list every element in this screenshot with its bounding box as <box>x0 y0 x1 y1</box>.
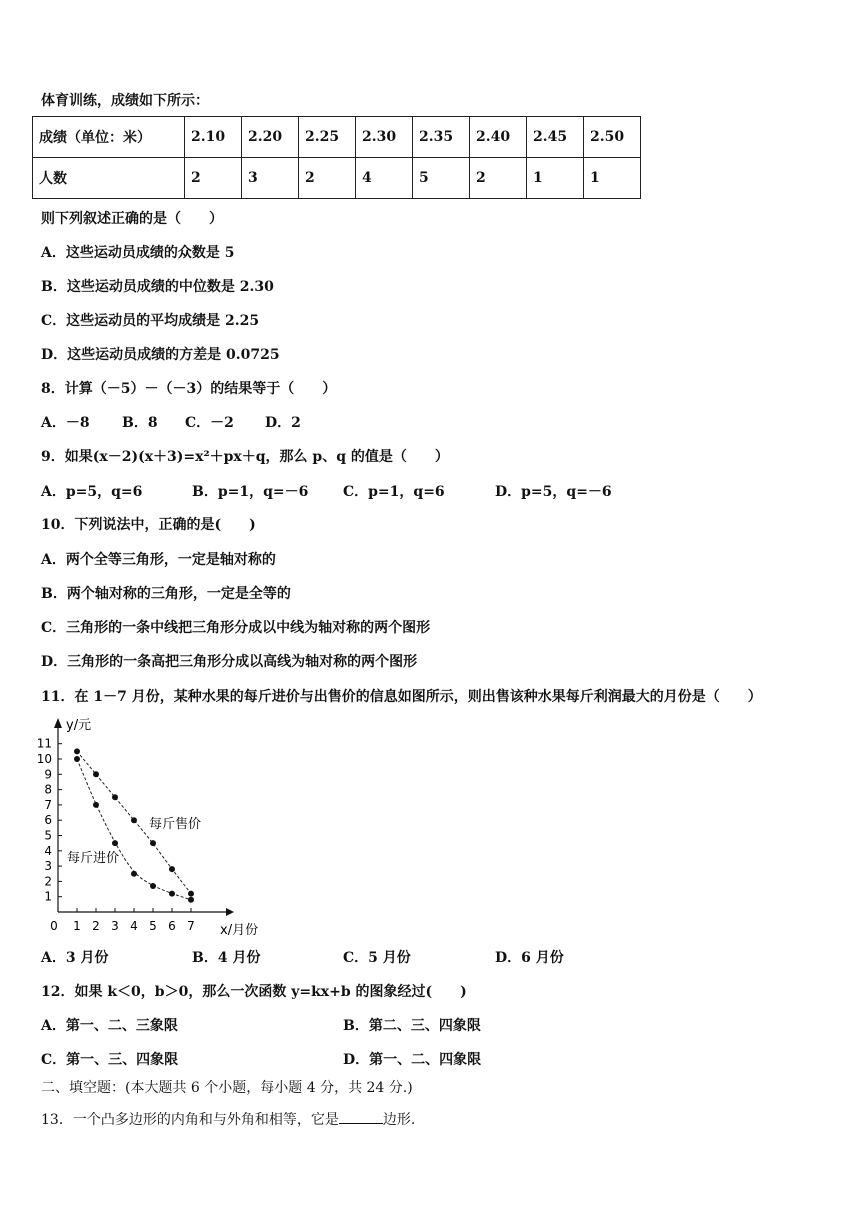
q12-option-d: D．第一、二、四象限 <box>343 1052 482 1068</box>
buy-price-point <box>188 897 194 903</box>
y-tick-label: 6 <box>44 813 52 828</box>
table-row-counts <box>33 158 641 199</box>
sell-price-point <box>188 891 194 897</box>
x-tick-label: 7 <box>187 919 195 933</box>
table-cell: 1 <box>527 158 584 199</box>
table-row-scores <box>33 117 641 158</box>
q10-option-c: C．三角形的一条中线把三角形分成以中线为轴对称的两个图形 <box>41 620 431 636</box>
table-cell: 2 <box>470 158 527 199</box>
table-cell: 2.30 <box>356 117 413 158</box>
q12-option-a: A．第一、二、三象限 <box>41 1018 178 1034</box>
q8-option-b: B．8 <box>122 415 158 431</box>
sell-price-point <box>131 817 137 823</box>
x-tick-label: 1 <box>73 919 81 933</box>
y-tick-label: 5 <box>44 828 52 843</box>
table-cell: 2.25 <box>299 117 356 158</box>
y-tick-label: 8 <box>44 782 52 797</box>
q7-option-d: D．这些运动员成绩的方差是 0.0725 <box>41 347 280 363</box>
sell-price-point <box>112 794 118 800</box>
buy-price-point <box>169 891 175 897</box>
table-cell: 成绩（单位：米） <box>33 117 185 158</box>
q7-option-a: A．这些运动员成绩的众数是 5 <box>41 245 235 261</box>
y-tick-label: 11 <box>36 736 52 751</box>
y-tick-label: 4 <box>44 843 52 858</box>
q8-option-d: D．2 <box>265 415 301 431</box>
q13-text-after: 边形. <box>382 1112 416 1128</box>
table-cell: 2 <box>299 158 356 199</box>
y-tick-label: 10 <box>36 752 52 766</box>
sell-price-point <box>169 866 175 872</box>
sell-price-point <box>93 771 99 777</box>
q10-option-b: B．两个轴对称的三角形，一定是全等的 <box>41 586 291 602</box>
q12-option-b: B．第二、三、四象限 <box>343 1018 481 1034</box>
q13-line <box>41 1109 415 1129</box>
q10-option-a: A．两个全等三角形，一定是轴对称的 <box>41 552 276 568</box>
buy-price-point <box>74 756 80 762</box>
q8-prompt: 8．计算（－5）－（－3）的结果等于（ ） <box>41 381 337 397</box>
y-tick-label: 1 <box>44 889 52 904</box>
buy-price-point <box>131 871 137 877</box>
y-tick-label: 7 <box>44 797 52 812</box>
table-cell: 4 <box>356 158 413 199</box>
table-cell: 2 <box>185 158 242 199</box>
q8-option-a: A．－8 <box>41 415 90 431</box>
table-cell: 1 <box>584 158 641 199</box>
table-cell: 2.40 <box>470 117 527 158</box>
y-tick-label: 3 <box>44 859 52 874</box>
table-cell: 2.10 <box>185 117 242 158</box>
q8-option-c: C．－2 <box>185 415 234 431</box>
table-cell: 3 <box>242 158 299 199</box>
buy-price-point <box>93 802 99 808</box>
q12-prompt: 12．如果 k＜0，b＞0，那么一次函数 y=kx+b 的图象经过( ) <box>41 984 467 1000</box>
q9-prompt: 9．如果(x－2)(x＋3)=x²＋px＋q，那么 p、q 的值是（ ） <box>41 449 449 465</box>
y-tick-label: 2 <box>44 874 52 889</box>
answer-blank[interactable] <box>339 1109 383 1124</box>
table-cell: 5 <box>413 158 470 199</box>
q11-option-b: B．4 月份 <box>192 950 261 966</box>
table-cell: 2.50 <box>584 117 641 158</box>
q11-option-a: A．3 月份 <box>41 950 109 966</box>
table-cell: 2.35 <box>413 117 470 158</box>
q12-option-c: C．第一、三、四象限 <box>41 1052 179 1068</box>
table-cell: 2.20 <box>242 117 299 158</box>
x-axis-arrow <box>226 908 234 916</box>
table-cell: 2.45 <box>527 117 584 158</box>
x-tick-label: 4 <box>130 919 138 933</box>
x-tick-label: 0 <box>50 919 58 933</box>
x-tick-label: 5 <box>149 919 157 933</box>
q7-option-c: C．这些运动员的平均成绩是 2.25 <box>41 313 260 329</box>
table-cell: 人数 <box>33 158 185 199</box>
score-table <box>32 116 641 199</box>
x-tick-label: 3 <box>111 919 119 933</box>
q11-option-d: D．6 月份 <box>495 950 564 966</box>
intro-text: 体育训练，成绩如下所示： <box>41 93 209 109</box>
y-tick-label: 9 <box>44 767 52 782</box>
q7-prompt: 则下列叙述正确的是（ ） <box>41 211 223 227</box>
q9-option-c: C．p=1，q=6 <box>343 484 445 500</box>
buy-price-point <box>150 883 156 889</box>
series-label-sell: 每斤售价 <box>149 817 202 832</box>
y-axis-label: y/元 <box>66 718 92 733</box>
sell-price-point <box>74 748 80 754</box>
x-axis-label: x/月份 <box>220 923 259 938</box>
q10-option-d: D．三角形的一条高把三角形分成以高线为轴对称的两个图形 <box>41 654 418 670</box>
price-chart <box>36 712 276 944</box>
q11-prompt: 11．在 1－7 月份，某种水果的每斤进价与出售价的信息如图所示，则出售该种水果每斤利润最大的月份是（ ） <box>41 689 762 705</box>
series-label-buy: 每斤进价 <box>67 851 120 866</box>
q9-option-a: A．p=5，q=6 <box>41 484 143 500</box>
q7-option-b: B．这些运动员成绩的中位数是 2.30 <box>41 279 274 295</box>
y-axis-arrow <box>54 718 62 728</box>
x-tick-label: 2 <box>92 919 100 933</box>
q13-text-before: 13．一个凸多边形的内角和与外角和相等，它是 <box>41 1112 339 1128</box>
sell-price-point <box>150 840 156 846</box>
q9-option-d: D．p=5，q=－6 <box>495 484 612 500</box>
x-tick-label: 6 <box>168 919 176 933</box>
buy-price-point <box>112 840 118 846</box>
q11-option-c: C．5 月份 <box>343 950 411 966</box>
q10-prompt: 10．下列说法中，正确的是( ) <box>41 517 256 533</box>
section-heading: 二、填空题：(本大题共 6 个小题，每小题 4 分，共 24 分.) <box>41 1080 413 1096</box>
q9-option-b: B．p=1，q=－6 <box>192 484 309 500</box>
